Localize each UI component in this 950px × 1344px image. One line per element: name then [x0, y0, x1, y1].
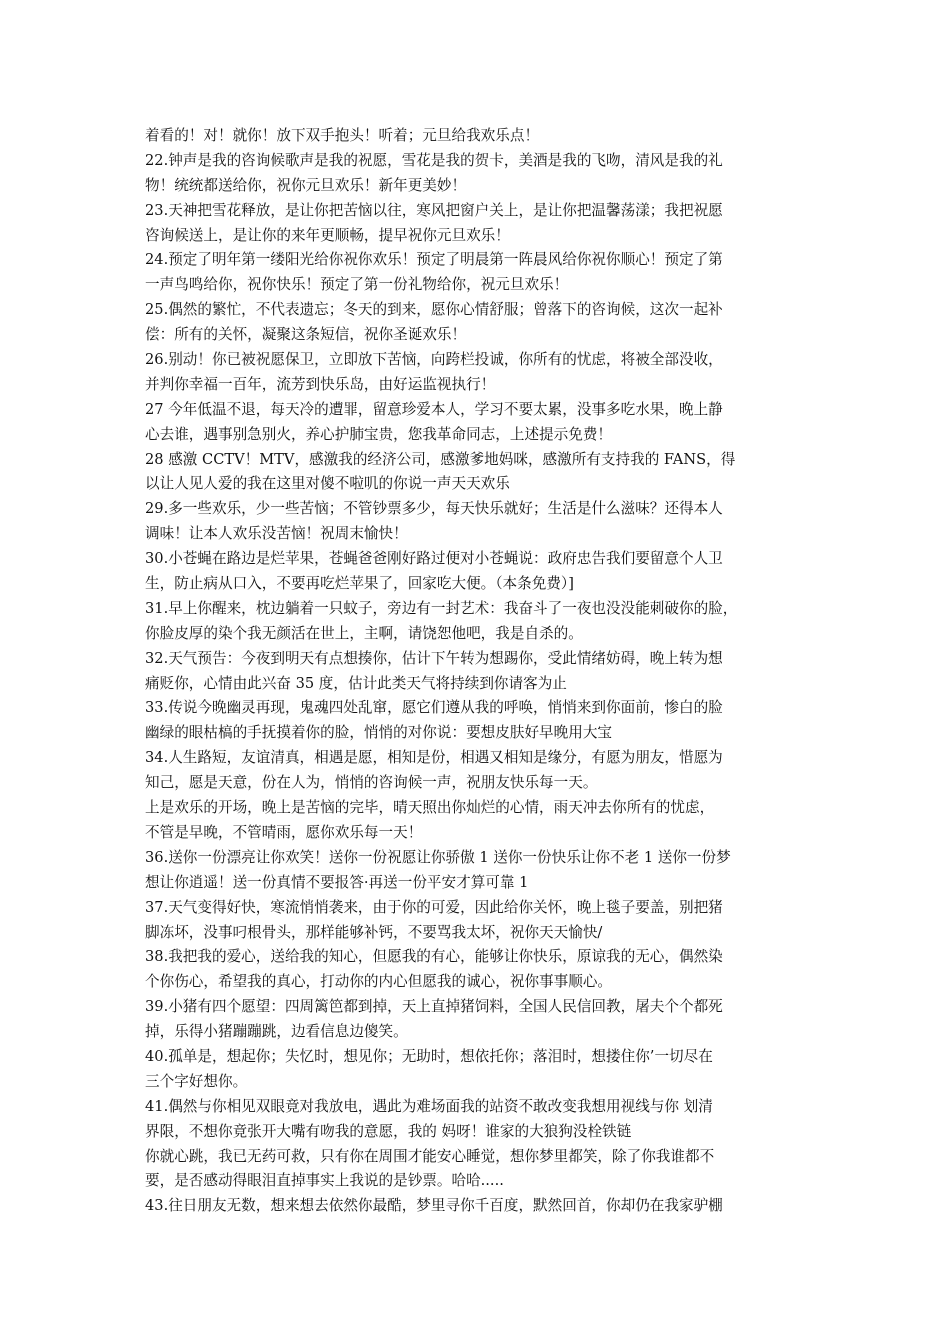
text-line: 痛贬你，心情由此兴奋 35 度，估计此类天气将持续到你请客为止	[145, 674, 567, 692]
text-line: 31.早上你醒来，枕边躺着一只蚊子，旁边有一封艺术：我奋斗了一夜也没没能刺破你的脸，	[145, 599, 738, 617]
text-line: 调味！让本人欢乐没苦恼！祝周末愉快！	[145, 525, 408, 543]
text-line: 40.孤单是，想起你；失忆时，想见你；无助时，想依托你；落泪时，想搂住你’一切尽在	[145, 1047, 713, 1065]
text-line: 三个字好想你。	[145, 1072, 248, 1090]
text-line: 以让人见人爱的我在这里对傻不啦叽的你说一声天天欢乐	[145, 475, 510, 493]
text-line: 36.送你一份漂亮让你欢笑！送你一份祝愿让你骄傲 1 送你一份快乐让你不老 1 送你一份梦	[145, 848, 731, 866]
text-line: 幽绿的眼枯槁的手抚摸着你的脸，悄悄的对你说：要想皮肤好早晚用大宝	[145, 724, 613, 742]
text-line: 脚冻坏，没事叼根骨头，那样能够补钙，不要骂我太坏，祝你天天愉快/	[145, 923, 603, 941]
text-line: 32.天气预告：今夜到明天有点想揍你，估计下午转为想踢你，受此情绪妨碍，晚上转为想	[145, 649, 723, 667]
text-line: 物！统统都送给你，祝你元旦欢乐！新年更美妙！	[145, 176, 467, 194]
text-line: 偿：所有的关怀，凝聚这条短信，祝你圣诞欢乐！	[145, 326, 467, 344]
text-line: 24.预定了明年第一缕阳光给你祝你欢乐！预定了明晨第一阵晨风给你祝你顺心！预定了第	[145, 251, 723, 269]
text-line: 着看的！对！就你！放下双手抱头！听着；元旦给我欢乐点！	[145, 127, 540, 144]
text-line: 41.偶然与你相见双眼竟对我放电，遇此为难场面我的站资不敢改变我想用视线与你 划清	[145, 1097, 713, 1115]
text-line	[145, 1219, 813, 1244]
text-line: 知己，愿是天意，份在人为，悄悄的咨询候一声，祝朋友快乐每一天。	[145, 774, 598, 792]
text-line: 上是欢乐的开场，晚上是苦恼的完毕，晴天照出你灿烂的心情，雨天冲去你所有的忧虑，	[145, 799, 715, 817]
text-line: 25.偶然的繁忙，不代表遗忘；冬天的到来，愿你心情舒服；曾落下的咨询候，这次一起补	[145, 301, 723, 319]
text-line: 咨询候送上，是让你的来年更顺畅，提早祝你元旦欢乐！	[145, 226, 510, 244]
text-line: 23.天神把雪花释放，是让你把苦恼以往，寒风把窗户关上，是让你把温馨荡漾；我把祝愿	[145, 201, 723, 219]
text-line: 想让你逍遥！送一份真情不要报答·再送一份平安才算可靠 1	[145, 873, 529, 891]
text-line: 26.别动！你已被祝愿保卫，立即放下苦恼，向跨栏投诚，你所有的忧虑，将被全部没收，	[145, 351, 723, 369]
text-line: 27 今年低温不退，每天冷的遭罪，留意珍爱本人，学习不要太累，没事多吃水果，晚上静	[145, 400, 723, 418]
text-line: 并判你幸福一百年，流芳到快乐岛，由好运监视执行！	[145, 375, 496, 393]
document-body	[145, 124, 813, 1244]
text-line: 你脸皮厚的染个我无颜活在世上，主啊，请饶恕他吧，我是自杀的。	[145, 624, 583, 642]
text-line: 不管是早晚，不管晴雨，愿你欢乐每一天！	[145, 823, 423, 841]
text-line: 43.往日朋友无数，想来想去依然你最酷，梦里寻你千百度，默然回首，你却仍在我家驴棚	[145, 1197, 723, 1215]
text-line: 心去谁，遇事别急别火，养心护肺宝贵，您我革命同志，上述提示免费！	[145, 425, 613, 443]
text-line: 39.小猪有四个愿望：四周篱笆都到掉，天上直掉猪饲料，全国人民信回教，屠夫个个都死	[145, 998, 723, 1016]
text-line: 22.钟声是我的咨询候歌声是我的祝愿，雪花是我的贺卡，美酒是我的飞吻，清风是我的礼	[145, 151, 723, 169]
text-line: 38.我把我的爱心，送给我的知心，但愿我的有心，能够让你快乐，原谅我的无心，偶然染	[145, 948, 723, 966]
text-line: 33.传说今晚幽灵再现，鬼魂四处乱窜，愿它们遵从我的呼唤，悄悄来到你面前，惨白的脸	[145, 699, 723, 717]
text-line: 界限，不想你竟张开大嘴有吻我的意愿，我的 妈呀！谁家的大狼狗没栓铁链	[145, 1122, 632, 1140]
text-line: 28 感激 CCTV！MTV，感激我的经济公司，感激爹地妈咪，感激所有支持我的 FANS，得	[145, 450, 736, 468]
text-line: 37.天气变得好快，寒流悄悄袭来，由于你的可爱，因此给你关怀，晚上毯子要盖，别把猪	[145, 898, 723, 916]
text-line: 你就心跳，我已无药可救，只有你在周围才能安心睡觉，想你梦里都笑，除了你我谁都不	[145, 1147, 715, 1165]
text-line: 掉，乐得小猪蹦蹦跳，边看信息边傻笑。	[145, 1023, 408, 1041]
text-line: 34.人生路短，友谊清真，相遇是愿，相知是份，相遇又相知是缘分，有愿为朋友，惜愿为	[145, 749, 723, 767]
text-line: 要，是否感动得眼泪直掉事实上我说的是钞票。哈哈.....	[145, 1172, 504, 1190]
text-line: 30.小苍蝇在路边是烂苹果，苍蝇爸爸刚好路过便对小苍蝇说：政府忠告我们要留意个人卫	[145, 550, 723, 568]
text-line: 个你伤心，希望我的真心，打动你的内心但愿我的诚心，祝你事事顺心。	[145, 973, 613, 991]
text-line: 29.多一些欢乐，少一些苦恼；不管钞票多少，每天快乐就好；生活是什么滋味？还得本人	[145, 500, 723, 518]
text-line: 一声鸟鸣给你，祝你快乐！预定了第一份礼物给你，祝元旦欢乐！	[145, 276, 569, 294]
text-line: 生，防止病从口入，不要再吃烂苹果了，回家吃大便。（本条免费）]	[145, 575, 574, 593]
